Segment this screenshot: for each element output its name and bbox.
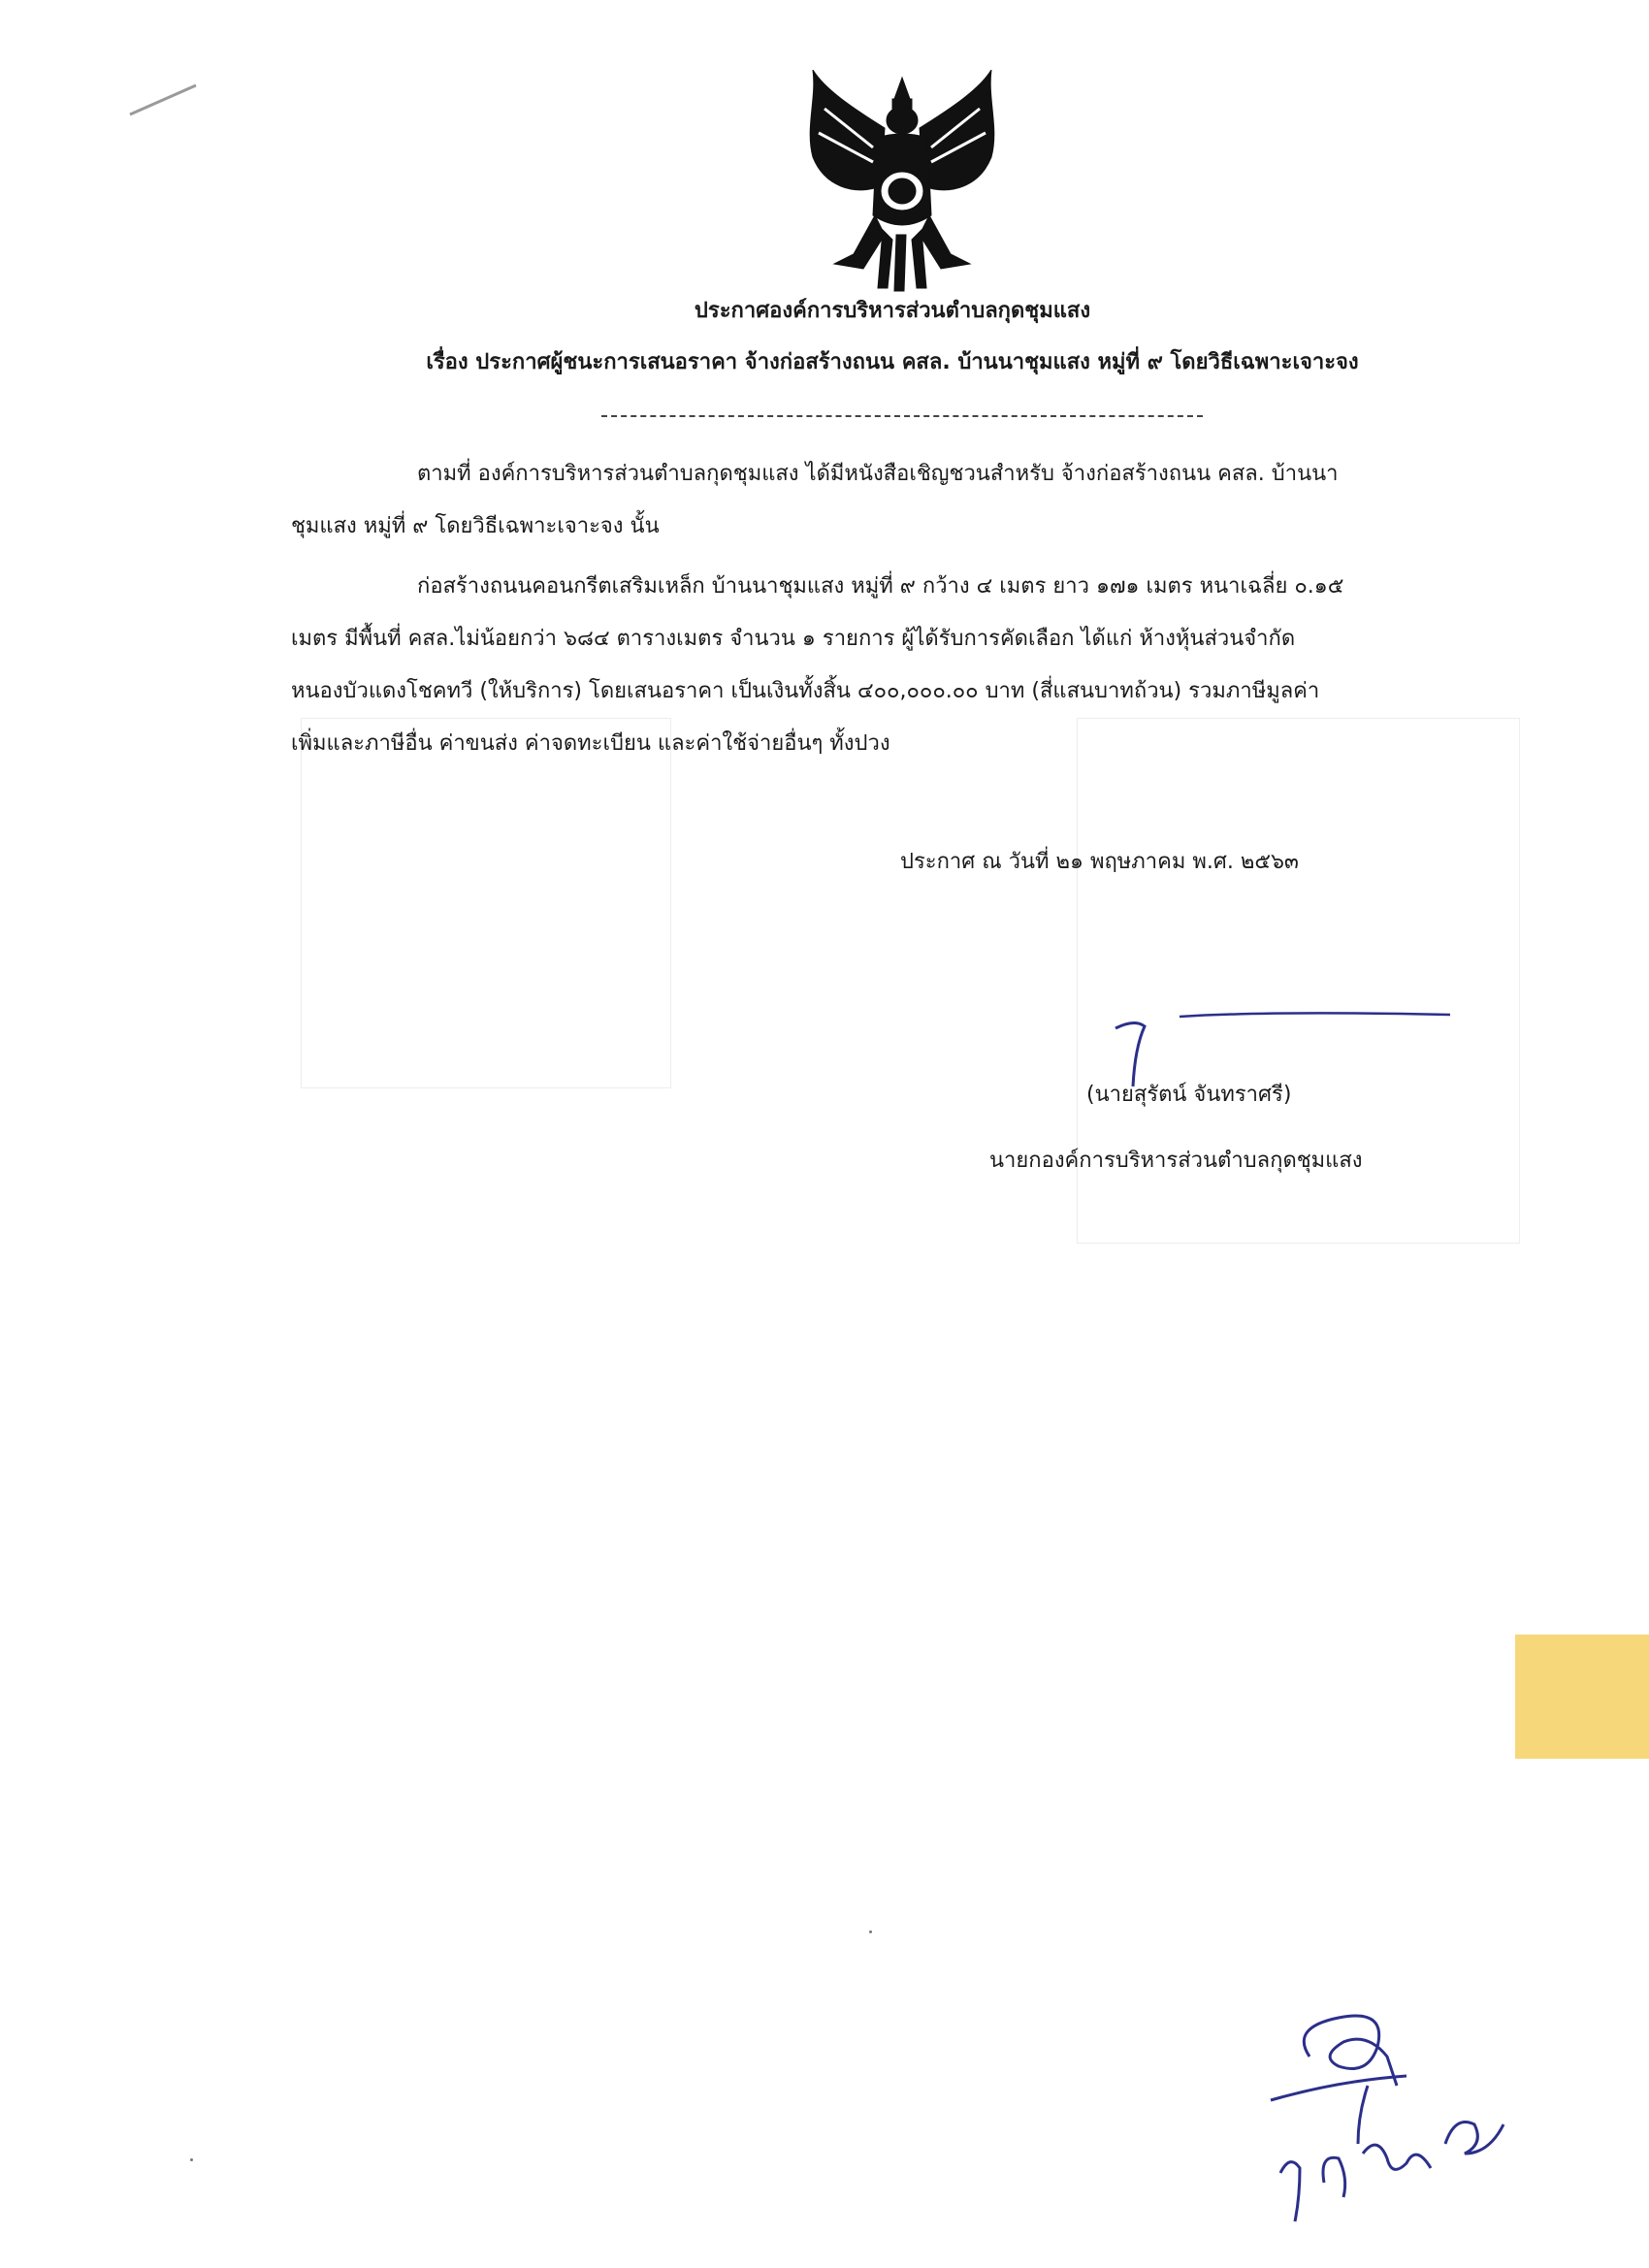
- bleed-through-box: [301, 718, 671, 1088]
- pencil-mark: [126, 78, 204, 126]
- separator-rule: [601, 415, 1203, 417]
- signatory-name: (นายสุรัตน์ จันทราศรี): [1086, 1083, 1292, 1107]
- speck: [190, 2158, 193, 2161]
- paragraph-line: หนองบัวแดงโชคทวี (ให้บริการ) โดยเสนอราคา เป็นเงินทั้งสิ้น ๔๐๐,๐๐๐.๐๐ บาท (สี่แสนบาทถ้วน) รวมภาษีมูลค่า: [291, 679, 1320, 703]
- sticky-tab: [1515, 1635, 1649, 1759]
- paragraph-intro: [291, 448, 1494, 553]
- announcement-subject: เรื่อง ประกาศผู้ชนะการเสนอราคา จ้างก่อสร้างถนน คสล. บ้านนาชุมแสง หมู่ที่ ๙ โดยวิธีเฉพาะเจาะจง: [426, 350, 1359, 374]
- announcement-date: ประกาศ ณ วันที่ ๒๑ พฤษภาคม พ.ศ. ๒๕๖๓: [900, 850, 1299, 874]
- paragraph-line: เมตร มีพื้นที่ คสล.ไม่น้อยกว่า ๖๘๔ ตารางเมตร จำนวน ๑ รายการ ผู้ได้รับการคัดเลือก ได้แก่ ห้างหุ้นส่วนจำกัด: [291, 627, 1296, 651]
- announcement-title: ประกาศองค์การบริหารส่วนตำบลกุดชุมแสง: [694, 299, 1091, 323]
- paragraph-line: เพิ่มและภาษีอื่น ค่าขนส่ง ค่าจดทะเบียน และค่าใช้จ่ายอื่นๆ ทั้งปวง: [291, 731, 890, 756]
- paragraph-details: [291, 561, 1494, 770]
- speck: [869, 1930, 872, 1933]
- handwritten-initials-icon: [1251, 1989, 1523, 2241]
- garuda-emblem-icon: [795, 70, 1009, 293]
- signatory-position: นายกองค์การบริหารส่วนตำบลกุดชุมแสง: [989, 1149, 1363, 1173]
- paragraph-line: ตามที่ องค์การบริหารส่วนตำบลกุดชุมแสง ได้มีหนังสือเชิญชวนสำหรับ จ้างก่อสร้างถนน คสล. บ้านนา: [417, 462, 1339, 486]
- paragraph-line: ชุมแสง หมู่ที่ ๙ โดยวิธีเฉพาะเจาะจง นั้น: [291, 514, 660, 538]
- paragraph-line: ก่อสร้างถนนคอนกรีตเสริมเหล็ก บ้านนาชุมแสง หมู่ที่ ๙ กว้าง ๔ เมตร ยาว ๑๗๑ เมตร หนาเฉลี่ย ๐.๑๕: [417, 574, 1344, 599]
